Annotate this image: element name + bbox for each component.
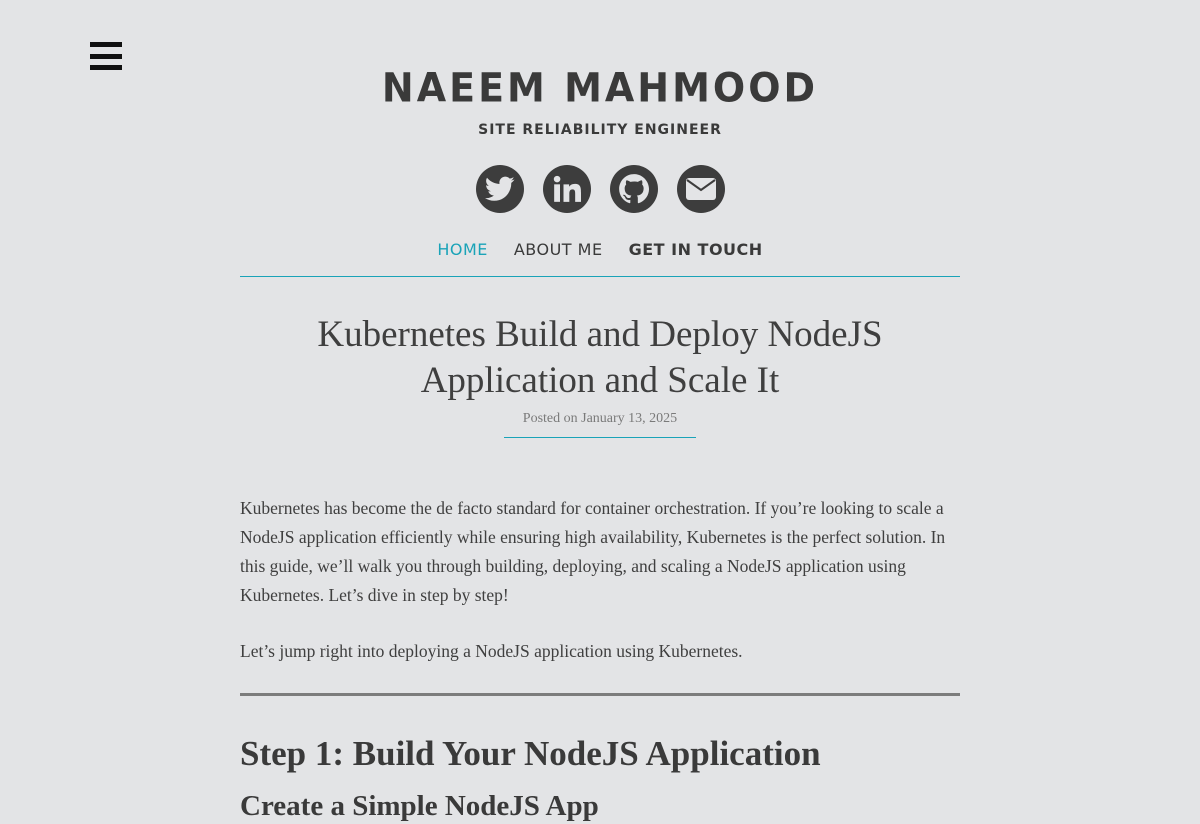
post-paragraph: Kubernetes has become the de facto standard for container orchestration. If you’re looking to scale a NodeJS application efficiently while ensuring high availability, Kubernetes is the perfect solution. In this guide, we’ll walk you through building, deploying, and scaling a NodeJS application using Kubernetes. Let’s dive in step by step! [240, 498, 946, 605]
nav-item-about-me[interactable]: ABOUT ME [513, 240, 603, 259]
linkedin-icon [553, 175, 581, 203]
site-title[interactable]: NAEEM MAHMOOD [381, 64, 819, 112]
github-icon [617, 172, 651, 206]
menu-bar [90, 54, 122, 59]
post-date: Posted on January 13, 2025 [504, 411, 696, 438]
twitter-icon [485, 176, 515, 202]
social-links [0, 165, 1200, 213]
email-link[interactable] [677, 165, 725, 213]
step-subheading: Create a Simple NodeJS App [240, 790, 599, 822]
linkedin-link[interactable] [543, 165, 591, 213]
site-tagline: SITE RELIABILITY ENGINEER [478, 122, 722, 138]
post-paragraph: Let’s jump right into deploying a NodeJS application using Kubernetes. [240, 641, 743, 661]
step-heading: Step 1: Build Your NodeJS Application [240, 734, 821, 773]
post-content [240, 494, 960, 824]
menu-bar [90, 42, 122, 47]
nav-divider [240, 276, 960, 277]
twitter-link[interactable] [476, 165, 524, 213]
github-link[interactable] [610, 165, 658, 213]
post-title: Kubernetes Build and Deploy NodeJS Application and Scale It [317, 314, 883, 401]
main-nav [0, 240, 1200, 259]
nav-item-get-in-touch[interactable]: GET IN TOUCH [628, 240, 763, 259]
content-divider [240, 693, 960, 696]
nav-item-home[interactable]: HOME [437, 240, 488, 259]
mail-icon [685, 177, 717, 201]
